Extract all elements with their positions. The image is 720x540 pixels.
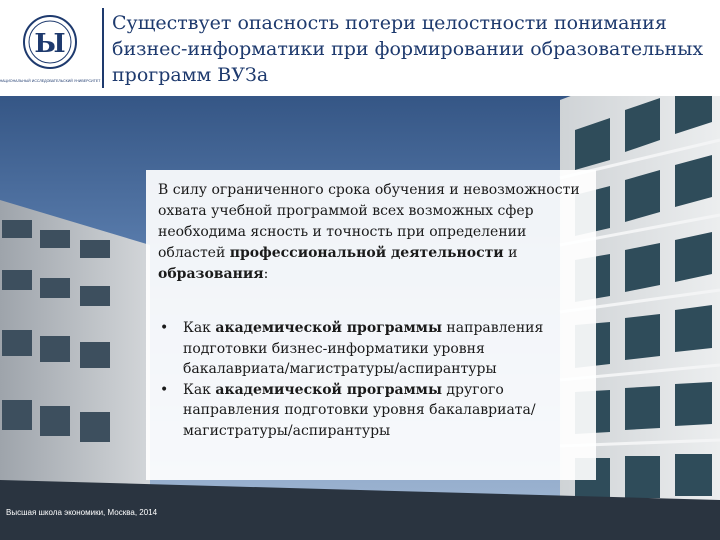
intro-bold-education: образования bbox=[158, 266, 264, 282]
bullet-bold: академической программы bbox=[215, 320, 442, 336]
bullet-list bbox=[158, 318, 588, 442]
intro-text: В силу ограниченного срока обучения и невозможности охвата учебной программой всех возможных сфер необходима ясность и точность при определении областей bbox=[158, 182, 580, 261]
bullet-bold: академической программы bbox=[215, 381, 442, 398]
intro-paragraph bbox=[158, 180, 588, 285]
bullet-icon: • bbox=[160, 320, 169, 336]
bullet-icon: • bbox=[160, 381, 169, 398]
bullet-item: • Как академической программы направления подготовки бизнес-информатики уровня бакалавриата/магистратуры/аспирантуры bbox=[160, 320, 544, 378]
header-divider bbox=[102, 8, 104, 88]
content-panel bbox=[146, 170, 596, 480]
svg-text:Ы: Ы bbox=[34, 29, 66, 59]
intro-and: и bbox=[503, 245, 518, 261]
logo-caption: НАЦИОНАЛЬНЫЙ ИССЛЕДОВАТЕЛЬСКИЙ УНИВЕРСИТЕТ bbox=[0, 79, 101, 83]
footer-text: Высшая школа экономики, Москва, 2014 bbox=[6, 508, 158, 517]
intro-bold-professional: профессиональной деятельности bbox=[229, 245, 504, 261]
university-seal-logo bbox=[0, 10, 101, 90]
slide-title: Существует опасность потери целостности понимания бизнес-информатики при формировании образовательных программ ВУЗа bbox=[112, 12, 704, 86]
slide-header bbox=[0, 0, 720, 96]
bullet-item: • Как академической программы другого направления подготовки уровня бакалавриата/магистратуры/аспирантуры bbox=[160, 381, 536, 439]
intro-end: : bbox=[263, 266, 269, 282]
